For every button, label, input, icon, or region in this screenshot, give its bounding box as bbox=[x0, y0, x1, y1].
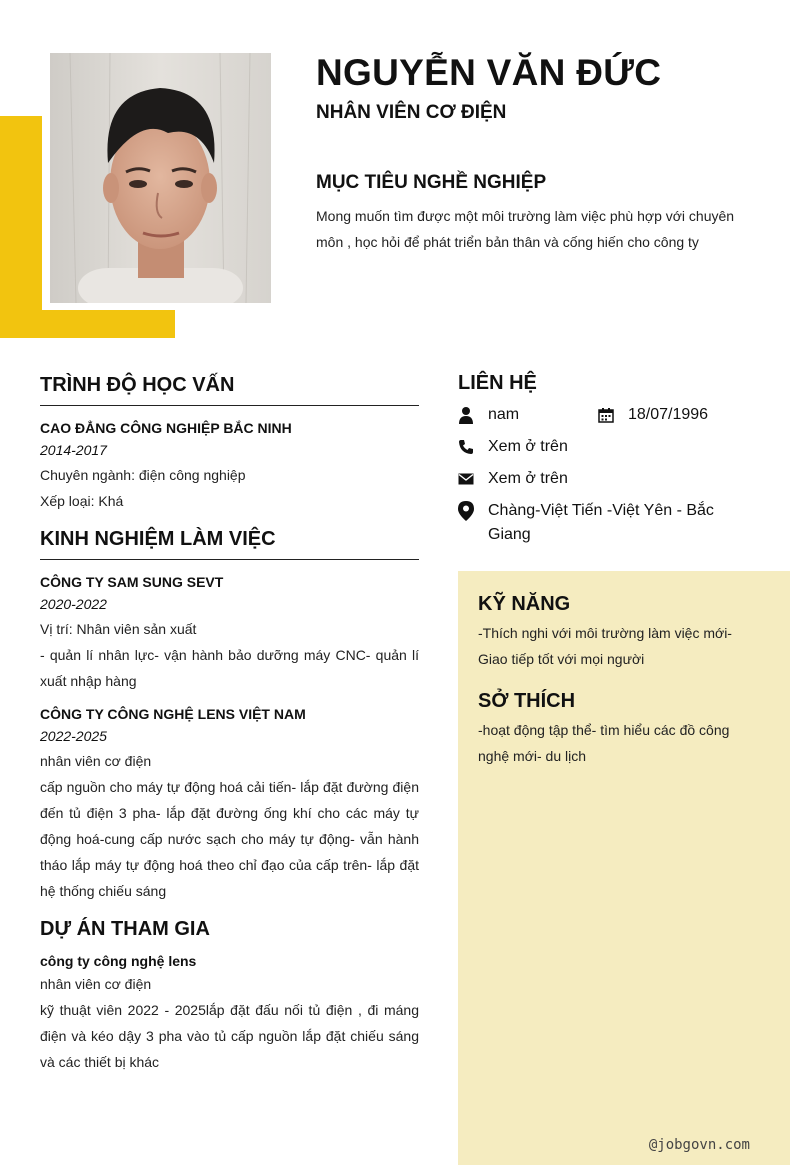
candidate-name: NGUYỄN VĂN ĐỨC bbox=[316, 52, 662, 93]
project-description: kỹ thuật viên 2022 - 2025lắp đặt đấu nối tủ điện , đi máng điện và kéo dậy 3 pha vào tủ cấp nguồn lắp đặt chiếu sáng và các thiết bị khác bbox=[40, 1002, 419, 1070]
person-icon bbox=[458, 403, 488, 427]
profile-photo bbox=[50, 53, 271, 303]
contact-row-gender-birthday bbox=[458, 403, 748, 427]
hobbies-heading: SỞ THÍCH bbox=[478, 690, 576, 712]
section-divider bbox=[40, 405, 419, 406]
watermark: @jobgovn.com bbox=[648, 1137, 750, 1153]
projects-heading: DỰ ÁN THAM GIA bbox=[40, 918, 210, 940]
job-position: Vị trí: Nhân viên sản xuất bbox=[40, 621, 197, 637]
project-role: nhân viên cơ điện bbox=[40, 976, 152, 992]
education-grade: Xếp loại: Khá bbox=[40, 493, 124, 509]
job-period: 2022-2025 bbox=[40, 728, 107, 744]
contact-heading: LIÊN HỆ bbox=[458, 372, 537, 394]
left-column bbox=[40, 374, 419, 1075]
education-heading: TRÌNH ĐỘ HỌC VẤN bbox=[40, 374, 235, 396]
location-pin-icon bbox=[458, 499, 488, 523]
job-description: cấp nguồn cho máy tự động hoá cải tiến- lắp đặt đường điện đến tủ điện 3 pha- lắp đặt đường ống khí cho các máy tự động hoá-cung cấp nước sạch cho máy tự động- vẫn hành tháo lắp máy tự động hoá theo chỉ đạo của cấp trên- lắp đặt hệ thống chiếu sáng bbox=[40, 779, 419, 899]
gender-value: nam bbox=[488, 406, 520, 423]
job-company: CÔNG TY CÔNG NGHỆ LENS VIỆT NAM bbox=[40, 706, 306, 722]
objective-heading: MỤC TIÊU NGHỀ NGHIỆP bbox=[316, 172, 547, 193]
accent-block-bottom bbox=[0, 310, 175, 338]
job-position: nhân viên cơ điện bbox=[40, 753, 152, 769]
experience-heading: KINH NGHIỆM LÀM VIỆC bbox=[40, 528, 276, 550]
objective-text: Mong muốn tìm được một môi trường làm việc phù hợp với chuyên môn , học hỏi để phát triển bản thân và cống hiến cho công ty bbox=[316, 208, 735, 250]
contact-row-email bbox=[458, 467, 748, 491]
job-title: NHÂN VIÊN CƠ ĐIỆN bbox=[316, 102, 507, 123]
contact-row-phone bbox=[458, 435, 748, 459]
project-company: công ty công nghệ lens bbox=[40, 953, 197, 969]
phone-icon bbox=[458, 435, 488, 459]
email-value: Xem ở trên bbox=[488, 470, 568, 487]
mail-icon bbox=[458, 467, 488, 491]
skills-heading: KỸ NĂNG bbox=[478, 593, 571, 615]
contact-section bbox=[458, 372, 748, 555]
hobbies-text: -hoạt động tập thể- tìm hiểu các đồ công nghệ mới- du lịch bbox=[478, 722, 730, 764]
job-description: - quản lí nhân lực- vận hành bảo dưỡng máy CNC- quản lí xuất nhập hàng bbox=[40, 647, 419, 689]
education-period: 2014-2017 bbox=[40, 442, 107, 458]
skills-panel bbox=[458, 571, 790, 1165]
job-company: CÔNG TY SAM SUNG SEVT bbox=[40, 574, 224, 590]
skills-text: -Thích nghi với môi trường làm việc mới- Giao tiếp tốt với mọi người bbox=[478, 625, 732, 667]
calendar-icon bbox=[598, 403, 628, 427]
education-major: Chuyên ngành: điện công nghiệp bbox=[40, 467, 246, 483]
section-divider bbox=[40, 559, 419, 560]
phone-value: Xem ở trên bbox=[488, 438, 568, 455]
contact-row-address bbox=[458, 499, 748, 547]
address-value: Chàng-Việt Tiến -Việt Yên - Bắc Giang bbox=[488, 502, 714, 543]
birthday-value: 18/07/1996 bbox=[628, 406, 709, 423]
school-name: CAO ĐẲNG CÔNG NGHIỆP BẮC NINH bbox=[40, 420, 292, 436]
accent-block-left bbox=[0, 116, 42, 338]
job-period: 2020-2022 bbox=[40, 596, 107, 612]
